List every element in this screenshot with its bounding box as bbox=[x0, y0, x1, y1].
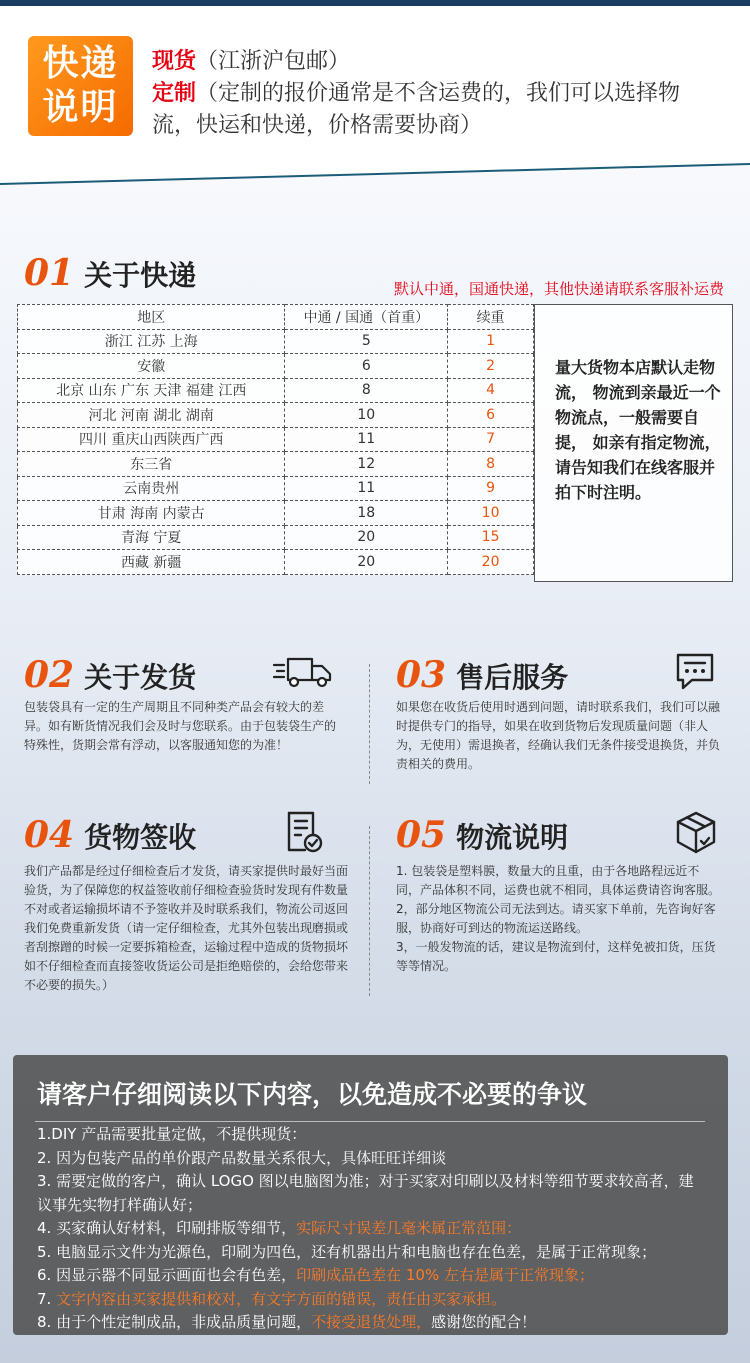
extra-weight-cell: 7 bbox=[448, 427, 534, 452]
table-row bbox=[18, 329, 534, 354]
notice-item-4-text: 4. 买家确认好材料，印刷排版等细节， bbox=[37, 1219, 297, 1237]
table-row bbox=[18, 525, 534, 550]
table-row bbox=[18, 501, 534, 526]
first-weight-cell: 20 bbox=[285, 525, 448, 550]
custom-text: （定制的报价通常是不含运费的，我们可以选择物流，快运和快递，价格需要协商） bbox=[152, 81, 681, 138]
custom-title: 定制 bbox=[152, 81, 197, 106]
notice-item-1: 1.DIY 产品需要批量定做，不提供现货： bbox=[37, 1125, 307, 1143]
notice-item-8-highlight: 不接受退货处理， bbox=[311, 1313, 432, 1331]
table-row bbox=[18, 550, 534, 575]
extra-weight-cell: 10 bbox=[448, 501, 534, 526]
region-cell: 青海 宁夏 bbox=[18, 525, 285, 550]
section-title: 关于快递 bbox=[84, 259, 197, 292]
extra-weight-cell: 20 bbox=[448, 550, 534, 575]
in-stock-line bbox=[152, 44, 350, 75]
notice-item-8-text: 8. 由于个性定制成品，非成品质量问题， bbox=[37, 1313, 312, 1331]
section-number: 04 bbox=[24, 814, 75, 856]
first-weight-cell: 20 bbox=[285, 550, 448, 575]
extra-weight-cell: 4 bbox=[448, 378, 534, 403]
first-weight-cell: 10 bbox=[285, 403, 448, 428]
first-weight-cell: 11 bbox=[285, 476, 448, 501]
notice-item-4-highlight: 实际尺寸误差几毫米属正常范围： bbox=[296, 1219, 522, 1237]
logistics-info bbox=[396, 862, 720, 976]
first-weight-cell: 12 bbox=[285, 452, 448, 477]
notice-item-8-closing: 感谢您的配合！ bbox=[431, 1313, 537, 1331]
table-row bbox=[18, 476, 534, 501]
logistics-item-3: 3，一般发物流的话，建议是物流到付，这样免被扣货，压货等等情况。 bbox=[396, 940, 716, 973]
notice-item-3: 3. 需要定做的客户，确认 LOGO 图以电脑图为准；对于买家对印刷以及材料等细节要求较高者，建议事先实物打样确认好； bbox=[37, 1172, 694, 1214]
shipping-badge bbox=[28, 36, 133, 136]
table-row bbox=[18, 452, 534, 477]
notice-item-2: 2. 因为包装产品的单价跟产品数量关系很大，具体旺旺详细谈 bbox=[37, 1148, 447, 1167]
logistics-item-1: 1. 包装袋是塑料膜，数量大的且重，由于各地路程远近不同，产品体积不同，运费也就不相同，具体运费请咨询客服。 bbox=[396, 864, 721, 897]
extra-weight-cell: 6 bbox=[448, 403, 534, 428]
section-title: 售后服务 bbox=[456, 661, 569, 694]
first-weight-cell: 6 bbox=[285, 354, 448, 379]
logistics-item-2: 2，部分地区物流公司无法到达。请买家下单前，先咨询好客服，协商好可到达的物流运送路线。 bbox=[396, 902, 716, 935]
section-02-heading bbox=[24, 654, 196, 696]
section-title: 物流说明 bbox=[456, 821, 569, 854]
notice-item-8 bbox=[37, 1311, 707, 1335]
after-sales-text: 如果您在收货后使用时遇到问题，请时联系我们，我们可以融时提供专门的指导，如果在收到货物后发现质量问题（非人为，无使用）需退换者，经确认我们无条件接受退换货，并负责相关的费用。 bbox=[396, 700, 721, 771]
chat-bubble-icon bbox=[674, 652, 716, 692]
section-04-heading bbox=[24, 814, 196, 856]
customer-notice-panel bbox=[13, 1055, 728, 1335]
section-number: 01 bbox=[24, 252, 75, 294]
section-number: 02 bbox=[24, 654, 75, 696]
section-divider bbox=[369, 664, 370, 784]
region-cell: 东三省 bbox=[18, 452, 285, 477]
extra-weight-cell: 8 bbox=[448, 452, 534, 477]
region-cell: 四川 重庆山西陕西广西 bbox=[18, 427, 285, 452]
column-header-first-weight: 中通 / 国通（首重） bbox=[285, 305, 448, 330]
section-divider bbox=[369, 826, 370, 996]
notice-title: 请客户仔细阅读以下内容，以免造成不必要的争议 bbox=[37, 1080, 588, 1109]
in-stock-title: 现货 bbox=[152, 49, 197, 74]
region-cell: 河北 河南 湖北 湖南 bbox=[18, 403, 285, 428]
receipt-check-icon bbox=[283, 810, 325, 854]
region-cell: 北京 山东 广东 天津 福建 江西 bbox=[18, 378, 285, 403]
table-row bbox=[18, 403, 534, 428]
courier-note: 默认中通，国通快递，其他快递请联系客服补运费 bbox=[393, 280, 724, 298]
shipping-info-text: 包装袋具有一定的生产周期且不同种类产品会有较大的差异。如有断货情况我们会及时与您联系。由于包装袋生产的特殊性，货期会常有浮动，以客服通知您的为准！ bbox=[24, 700, 337, 752]
region-cell: 浙江 江苏 上海 bbox=[18, 329, 285, 354]
extra-weight-cell: 1 bbox=[448, 329, 534, 354]
notice-divider bbox=[35, 1121, 705, 1122]
in-stock-text: （江浙沪包邮） bbox=[196, 49, 351, 74]
column-header-extra-weight: 续重 bbox=[448, 305, 534, 330]
shipping-header bbox=[0, 6, 750, 166]
bulk-freight-note: 量大货物本店默认走物流， 物流到亲最近一个物流点，一般需要自提， 如亲有指定物流， 请告知我们在线客服并拍下时注明。 bbox=[534, 304, 733, 582]
notice-item-6-text: 6. 因显示器不同显示画面也会有色差， bbox=[37, 1266, 297, 1284]
custom-line bbox=[152, 78, 722, 142]
section-01-heading bbox=[24, 252, 196, 294]
package-box-icon bbox=[674, 810, 718, 856]
notice-item-7 bbox=[37, 1288, 707, 1312]
section-title: 货物签收 bbox=[84, 821, 197, 854]
notice-item-7-number: 7. bbox=[37, 1289, 57, 1308]
table-row bbox=[18, 427, 534, 452]
notice-item-4 bbox=[37, 1217, 707, 1241]
region-cell: 安徽 bbox=[18, 354, 285, 379]
first-weight-cell: 11 bbox=[285, 427, 448, 452]
region-cell: 云南贵州 bbox=[18, 476, 285, 501]
header-stripe-decoration bbox=[0, 158, 750, 198]
delivery-truck-icon bbox=[272, 655, 334, 689]
first-weight-cell: 5 bbox=[285, 329, 448, 354]
region-cell: 甘肃 海南 内蒙古 bbox=[18, 501, 285, 526]
notice-item-6 bbox=[37, 1264, 707, 1288]
column-header-region: 地区 bbox=[18, 305, 285, 330]
table-row bbox=[18, 378, 534, 403]
first-weight-cell: 18 bbox=[285, 501, 448, 526]
section-number: 03 bbox=[396, 654, 447, 696]
notice-item-6-highlight: 印刷成品色差在 10% 左右是属于正常现象； bbox=[296, 1266, 594, 1284]
notice-item-5: 5. 电脑显示文件为光源色，印刷为四色，还有机器出片和电脑也存在色差，是属于正常现象； bbox=[37, 1242, 657, 1261]
shipping-rate-table bbox=[17, 304, 534, 575]
region-cell: 西藏 新疆 bbox=[18, 550, 285, 575]
badge-line-1: 快递 bbox=[42, 43, 119, 84]
section-03-heading bbox=[396, 654, 568, 696]
section-05-heading bbox=[396, 814, 568, 856]
extra-weight-cell: 2 bbox=[448, 354, 534, 379]
first-weight-cell: 8 bbox=[285, 378, 448, 403]
notice-list bbox=[37, 1123, 707, 1335]
section-title: 关于发货 bbox=[84, 661, 197, 694]
extra-weight-cell: 9 bbox=[448, 476, 534, 501]
badge-line-2: 说明 bbox=[42, 87, 119, 128]
notice-item-7-highlight: 文字内容由买家提供和校对，有文字方面的错误，责任由买家承担。 bbox=[56, 1289, 507, 1308]
table-header-row bbox=[18, 305, 534, 330]
delivery-receipt-text: 我们产品都是经过仔细检查后才发货，请买家提供时最好当面验货，为了保障您的权益签收前仔细检查验货时发现有件数量不对或者运输损坏请不予签收并及时联系我们，物流公司返回我们免费重新发货（请一定仔细检查，尤其外包装出现磨损或者刮擦蹭的时候一定要拆箱检查，运输过程中造成的货物损坏如不仔细检查而直接签收货运公司是拒绝赔偿的，会给您带来不必要的损失。） bbox=[24, 864, 349, 992]
table-row bbox=[18, 354, 534, 379]
extra-weight-cell: 15 bbox=[448, 525, 534, 550]
section-number: 05 bbox=[396, 814, 447, 856]
